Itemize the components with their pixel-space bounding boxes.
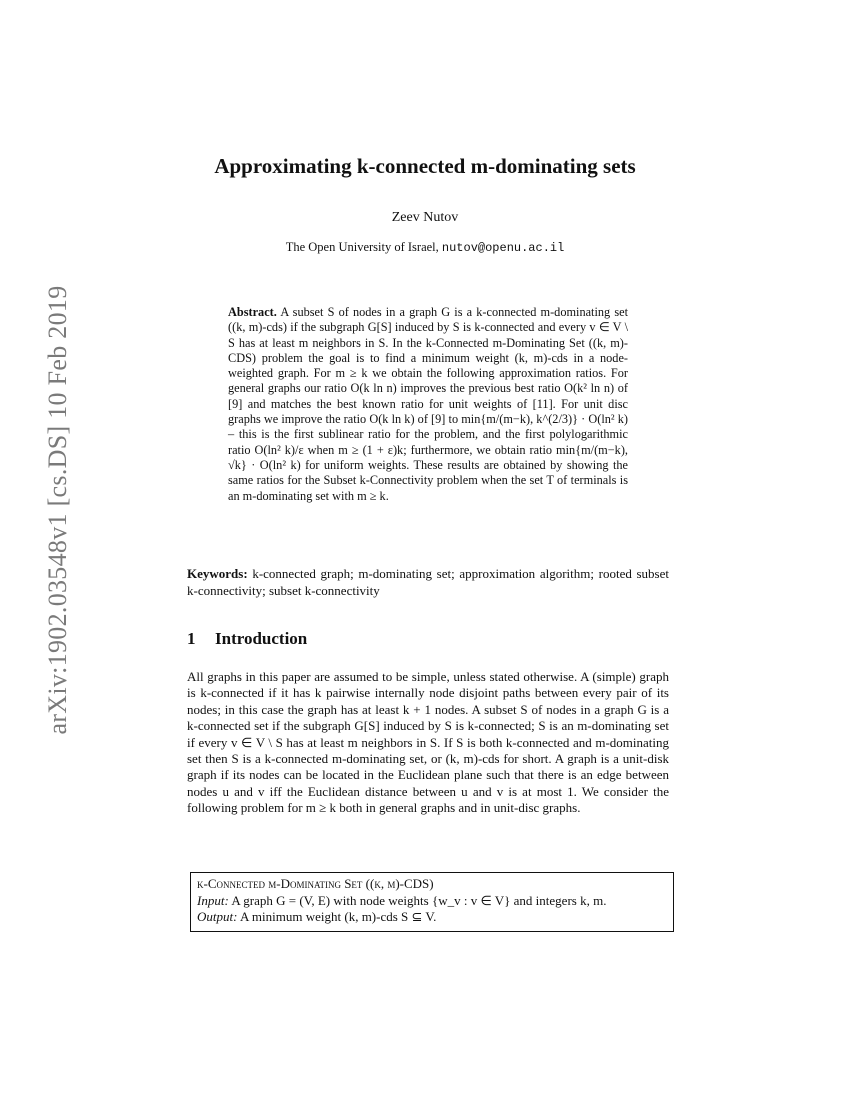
problem-name: k-Connected m-Dominating Set ((k, m)-CDS) [197,876,434,891]
problem-input-text: A graph G = (V, E) with node weights {w_v : v ∈ V} and integers k, m. [231,892,607,908]
keywords-text: k-connected graph; m-dominating set; approximation algorithm; rooted subset k-connectivity; subset k-connectivity [187,566,669,598]
abstract-text: A subset S of nodes in a graph G is a k-connected m-dominating set ((k, m)-cds) if the subgraph G[S] induced by S is k-connected and every v ∈ V \ S has at least m neighbors in S. In the k-Connected m-Dominating Set ((k, m)-CDS) problem the goal is to find a minimum weight (k, m)-cds in a node-weighted graph. For m ≥ k we obtain the following approximation ratios. For general graphs our ratio O(k ln n) improves the previous best ratio O(k² ln n) of [9] and matches the best known ratio for unit weights of [11]. For unit disc graphs we improve the ratio O(k ln k) of [9] to min{m/(m−k), k^(2/3)} · O(ln² k) – this is the first sublinear ratio for the problem, and the first polylogarithmic ratio O(ln² k)/ε when m ≥ (1 + ε)k; furthermore, we obtain ratio min{m/(m−k), √k} · O(ln² k) for uniform weights. These results are obtained by showing the same ratios for the Subset k-Connectivity problem when the set T of terminals is an m-dominating set with m ≥ k. [228,305,628,503]
paper-title: Approximating k-connected m-dominating sets [214,154,636,178]
affiliation-text: The Open University of Israel, [285,240,442,254]
problem-output-label: Output: [197,909,238,924]
arxiv-stamp: arXiv:1902.03548v1 [cs.DS] 10 Feb 2019 [43,285,72,735]
problem-output [197,909,667,926]
section-heading [187,629,307,649]
keywords-label: Keywords: [187,566,248,581]
author-affiliation [0,240,850,255]
problem-input [197,893,667,910]
section-number: 1 [187,629,196,648]
author-name: Zeev Nutov [391,210,459,225]
problem-output-text: A minimum weight (k, m)-cds S ⊆ V. [240,909,437,924]
section-title: Introduction [215,629,308,648]
intro-paragraph: All graphs in this paper are assumed to be simple, unless stated otherwise. A (simple) graph is k-connected if it has k pairwise internally node disjoint paths between every pair of its nodes; in this case the graph has at least k + 1 nodes. A subset S of nodes in a graph G is a k-connected set if the subgraph G[S] induced by S is k-connected; S is an m-dominating set if every v ∈ V \ S has at least m neighbors in S. If S is both k-connected and m-dominating set then S is a k-connected m-dominating set, or (k, m)-cds for short. A graph is a unit-disk graph if its nodes can be located in the Euclidean plane such that there is an edge between nodes u and v iff the Euclidean distance between u and v is at most 1. We consider the following problem for m ≥ k both in general graphs and in unit-disc graphs. [187,669,669,816]
keywords [187,566,669,599]
abstract-label: Abstract. [228,305,277,319]
problem-input-label: Input: [197,892,229,908]
author-email: nutov@openu.ac.il [441,241,565,255]
abstract [228,305,628,504]
problem-definition-box [190,872,674,932]
